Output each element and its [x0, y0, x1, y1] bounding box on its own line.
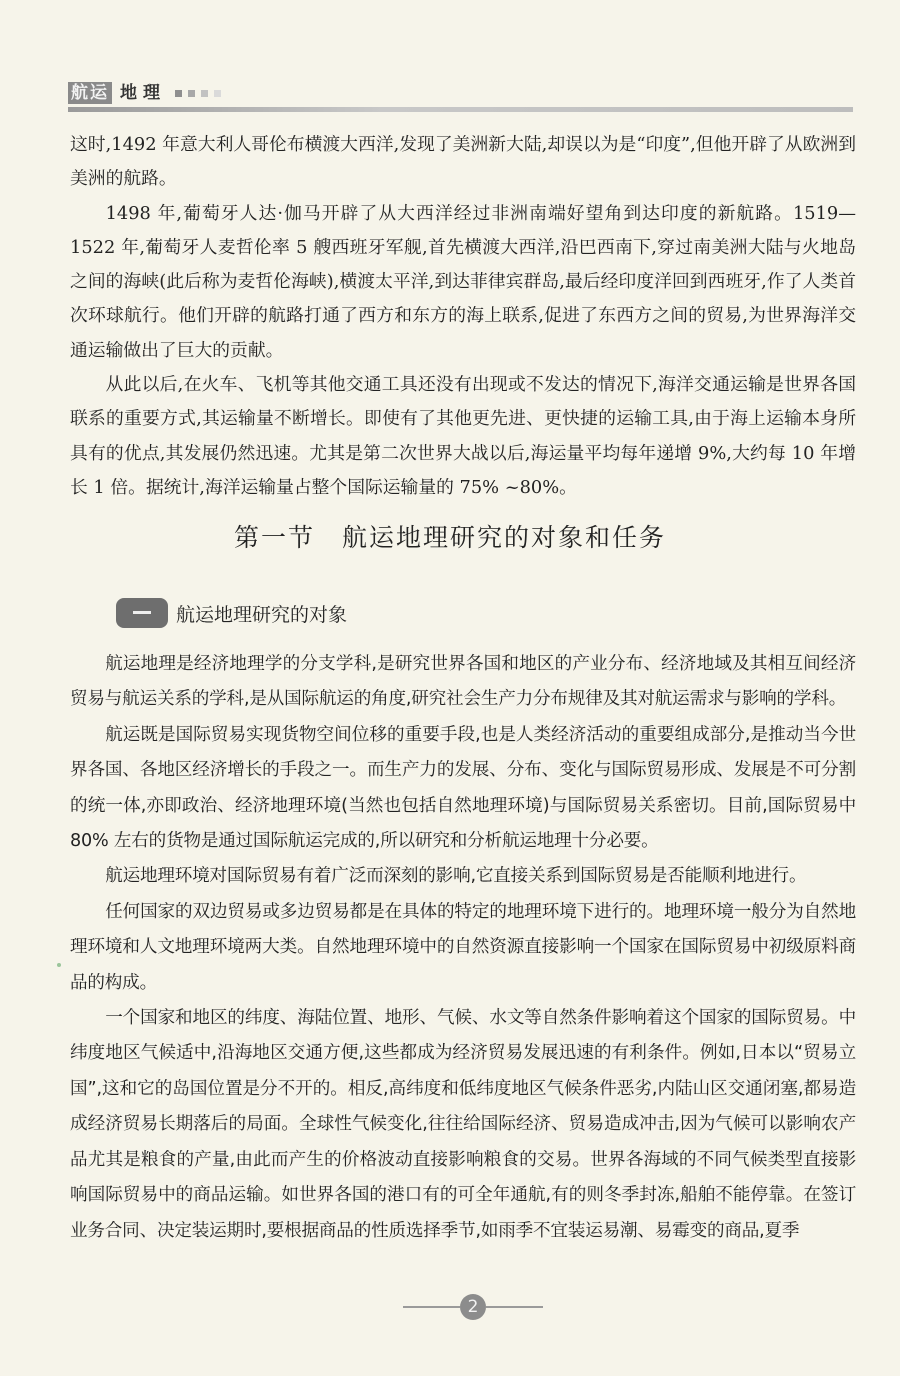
- decor-square-icon: [214, 90, 221, 97]
- subsection-heading: [116, 598, 347, 628]
- paragraph: 航运地理是经济地理学的分支学科,是研究世界各国和地区的产业分布、经济地域及其相互间经济贸易与航运关系的学科,是从国际航运的角度,研究社会生产力分布规律及其对航运需求与影响的学科。: [70, 654, 856, 710]
- page-footer: [403, 1294, 543, 1320]
- book-title-boxed: 航运: [68, 82, 112, 104]
- footer-rule-left: [403, 1306, 460, 1308]
- decor-square-icon: [175, 90, 182, 97]
- page-number: 2: [460, 1294, 486, 1320]
- paragraph: 从此以后,在火车、飞机等其他交通工具还没有出现或不发达的情况下,海洋交通运输是世界各国联系的重要方式,其运输量不断增长。即使有了其他更先进、更快捷的运输工具,由于海上运输本身所具有的优点,其发展仍然迅速。尤其是第二次世界大战以后,海运量平均每年递增 9%,大约每 10 年增长 1 倍。据统计,海洋运输量占整个国际运输量的 75% ~80%。: [70, 374, 856, 498]
- numeral-one-icon: [133, 611, 151, 614]
- paragraph: 任何国家的双边贸易或多边贸易都是在具体的特定的地理环境下进行的。地理环境一般分为自然地理环境和人文地理环境两大类。自然地理环境中的自然资源直接影响一个国家在国际贸易中初级原料商品的构成。: [70, 901, 856, 993]
- paragraph: 一个国家和地区的纬度、海陆位置、地形、气候、水文等自然条件影响着这个国家的国际贸易。中纬度地区气候适中,沿海地区交通方便,这些都成为经济贸易发展迅速的有利条件。例如,日本以“贸易立国”,这和它的岛国位置是分不开的。相反,高纬度和低纬度地区气候条件恶劣,内陆山区交通闭塞,都易造成经济贸易长期落后的局面。全球性气候变化,往往给国际经济、贸易造成冲击,因为气候可以影响农产品尤其是粮食的产量,由此而产生的价格波动直接影响粮食的交易。世界各海域的不同气候类型直接影响国际贸易中的商品运输。如世界各国的港口有的可全年通航,有的则冬季封冻,船舶不能停靠。在签订业务合同、决定装运期时,要根据商品的性质选择季节,如雨季不宜装运易潮、易霉变的商品,夏季: [70, 1008, 856, 1241]
- paragraph: 这时,1492 年意大利人哥伦布横渡大西洋,发现了美洲新大陆,却误以为是“印度”,但他开辟了从欧洲到美洲的航路。: [70, 134, 856, 190]
- subsection-number-badge: [116, 598, 168, 628]
- running-header: [68, 80, 853, 112]
- footer-rule-right: [486, 1306, 543, 1308]
- section-title: 第一节 航运地理研究的对象和任务: [233, 523, 666, 552]
- intro-text: [70, 128, 856, 505]
- paragraph: 1498 年,葡萄牙人达·伽马开辟了从大西洋经过非洲南端好望角到达印度的新航路。1519—1522 年,葡萄牙人麦哲伦率 5 艘西班牙军舰,首先横渡大西洋,沿巴西南下,穿过南美洲大陆与火地岛之间的海峡(此后称为麦哲伦海峡),横渡太平洋,到达菲律宾群岛,最后经印度洋回到西班牙,作了人类首次环球航行。他们开辟的航路打通了西方和东方的海上联系,促进了东西方之间的贸易,为世界海洋交通运输做出了巨大的贡献。: [70, 202, 856, 361]
- header-rule: [68, 107, 853, 112]
- main-text: [70, 647, 856, 1249]
- paragraph: 航运既是国际贸易实现货物空间位移的重要手段,也是人类经济活动的重要组成部分,是推动当今世界各国、各地区经济增长的手段之一。而生产力的发展、分布、变化与国际贸易形成、发展是不可分割的统一体,亦即政治、经济地理环境(当然也包括自然地理环境)与国际贸易关系密切。目前,国际贸易中 80% 左右的货物是通过国际航运完成的,所以研究和分析航运地理十分必要。: [70, 724, 856, 852]
- margin-dot: [57, 963, 61, 967]
- decor-square-icon: [188, 90, 195, 97]
- decor-square-icon: [201, 90, 208, 97]
- book-title-plain: 地理: [120, 83, 166, 103]
- subsection-title: 航运地理研究的对象: [176, 603, 348, 626]
- paragraph: 航运地理环境对国际贸易有着广泛而深刻的影响,它直接关系到国际贸易是否能顺利地进行。: [105, 866, 807, 887]
